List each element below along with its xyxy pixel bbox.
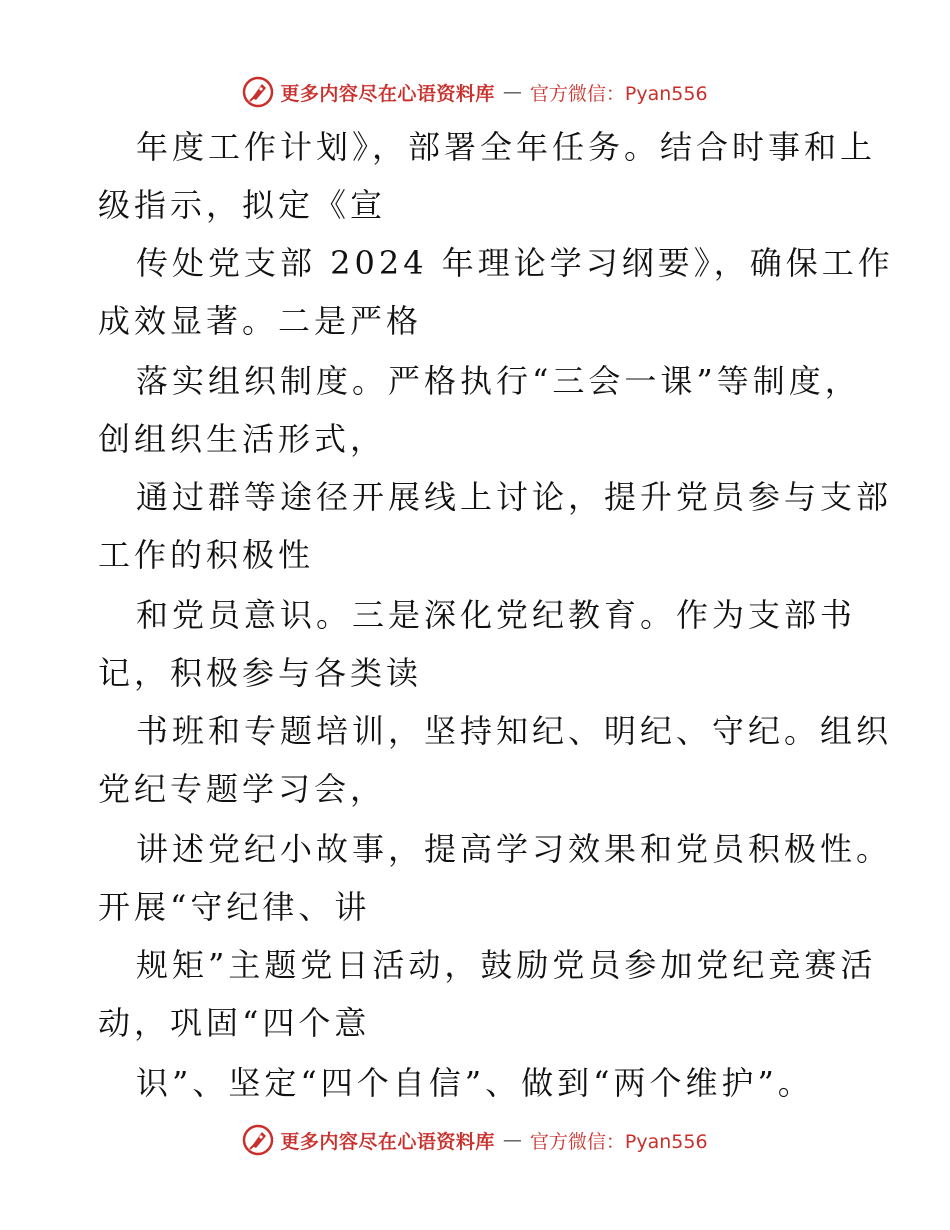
watermark-wechat-text: 官方微信：Pyan556 — [529, 1130, 708, 1153]
body-line: 开展“守纪律、讲 — [98, 888, 371, 926]
body-line: 落实组织制度。严格执行“三会一课”等制度， — [136, 362, 861, 400]
body-line: 通过群等途径开展线上讨论，提升党员参与支部 — [136, 478, 893, 516]
body-line: 创组织生活形式， — [98, 420, 387, 458]
header-watermark — [0, 72, 950, 112]
body-line: 级指示，拟定《宣 — [98, 186, 387, 224]
pen-nib-logo-icon — [242, 76, 274, 108]
body-line: 书班和专题培训，坚持知纪、明纪、守纪。组织 — [136, 712, 893, 750]
body-line: 年度工作计划》，部署全年任务。结合时事和上 — [136, 128, 877, 166]
body-line: 传处党支部 2024 年理论学习纲要》，确保工作 — [136, 244, 894, 282]
watermark-site-text: 更多内容尽在心语资料库 — [280, 1130, 495, 1153]
body-line: 规矩”主题党日活动，鼓励党员参加党纪竞赛活 — [136, 946, 877, 984]
body-line: 讲述党纪小故事，提高学习效果和党员积极性。 — [136, 830, 893, 868]
watermark-wechat-text: 官方微信：Pyan556 — [529, 82, 708, 105]
footer-watermark — [0, 1120, 950, 1160]
watermark-separator: — — [502, 81, 522, 103]
watermark-separator: — — [502, 1129, 522, 1151]
watermark-site-text: 更多内容尽在心语资料库 — [280, 82, 495, 105]
body-line: 工作的积极性 — [98, 536, 315, 574]
body-line: 识”、坚定“四个自信”、做到“两个维护”。 — [136, 1064, 814, 1102]
body-line: 动，巩固“四个意 — [98, 1004, 371, 1042]
pen-nib-logo-icon — [242, 1124, 274, 1156]
body-line: 和党员意识。三是深化党纪教育。作为支部书 — [136, 596, 857, 634]
body-line: 党纪专题学习会， — [98, 770, 387, 808]
body-line: 成效显著。二是严格 — [98, 302, 423, 340]
body-line: 记，积极参与各类读 — [98, 654, 423, 692]
